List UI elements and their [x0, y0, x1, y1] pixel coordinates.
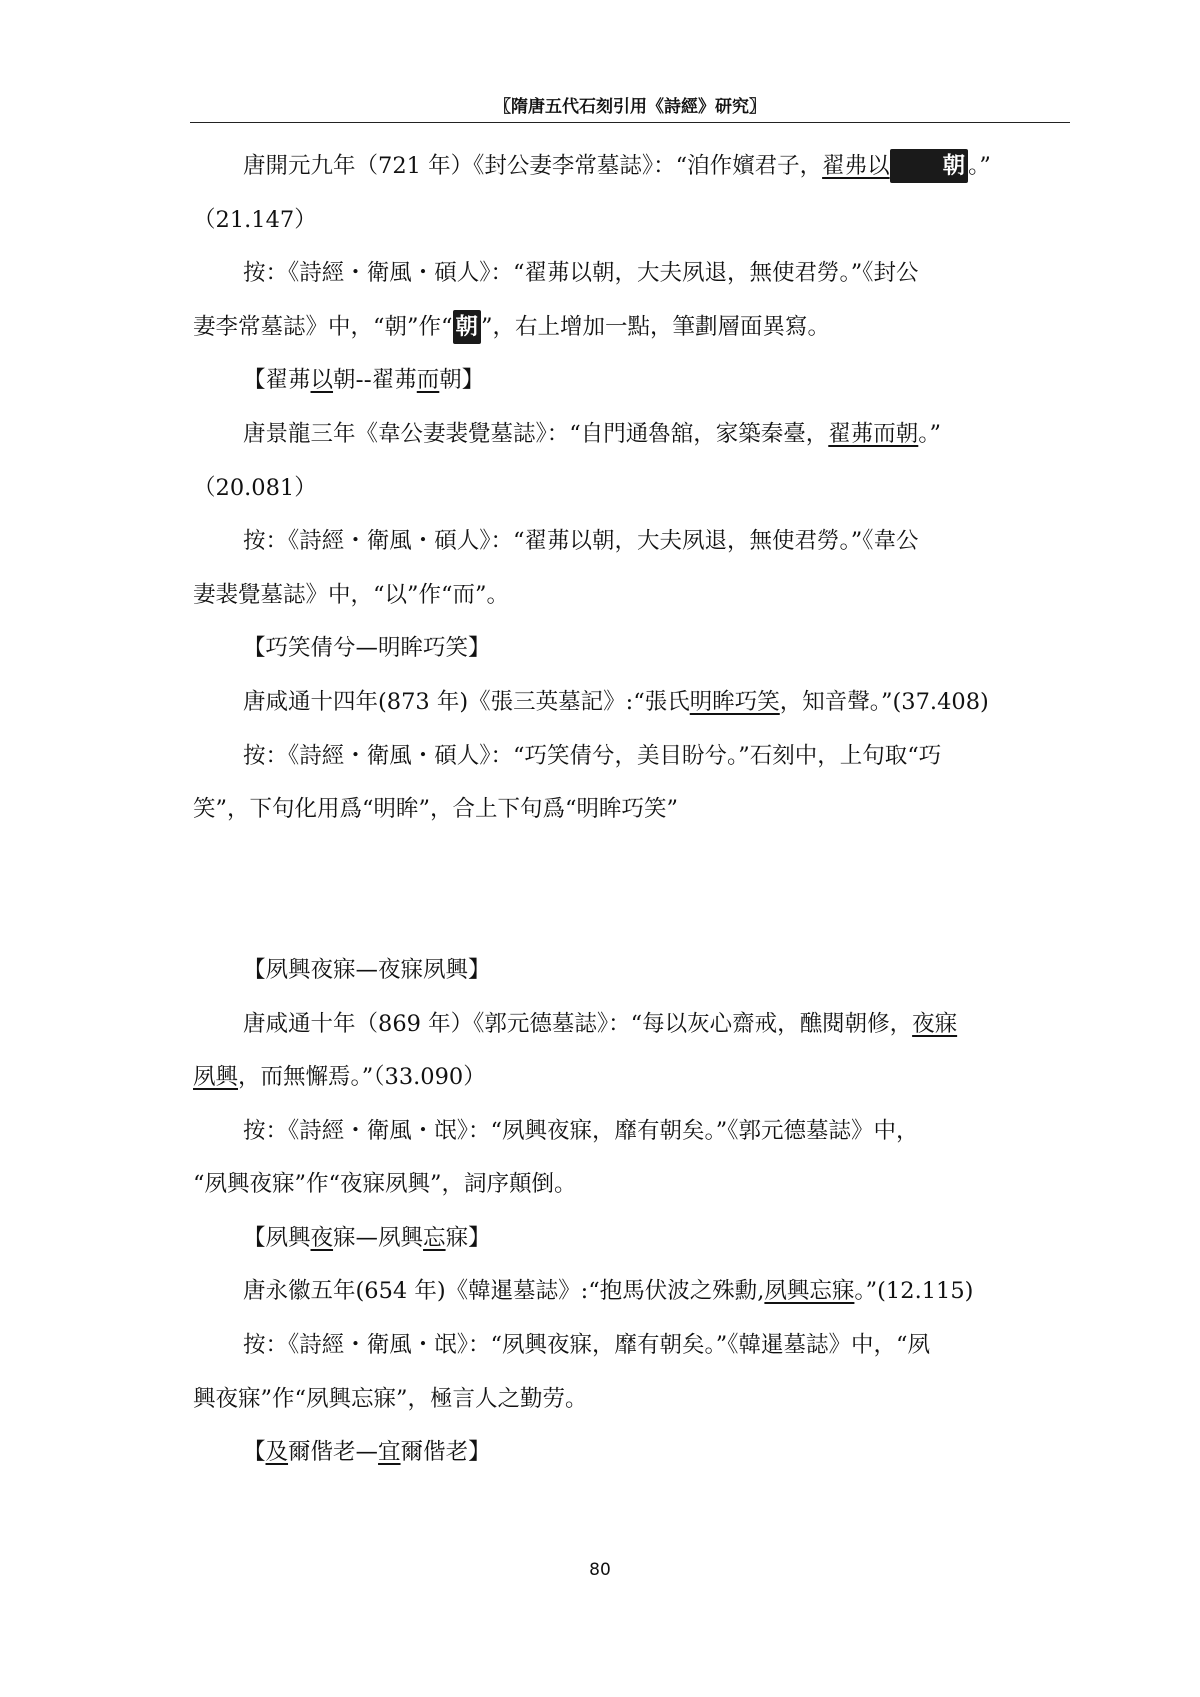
text: ”，右上增加一點，筆劃層面異寫。	[481, 313, 831, 340]
text: 按：《詩經・衛風・碩人》：“巧笑倩兮，美目盼兮。”石刻中，上句取“巧	[243, 742, 942, 769]
text: 【翟茀	[243, 367, 311, 394]
underlined-phrase: 明眸巧笑	[689, 688, 780, 715]
text: 寐】	[445, 1224, 491, 1251]
entry-heading-4	[193, 1212, 1063, 1266]
paragraph-note-3-cont	[193, 783, 1063, 837]
paragraph-citation-5	[193, 1265, 1063, 1319]
text: 唐咸通十年（869 年）《郭元德墓誌》：“每以灰心齋戒，醮閱朝修，	[243, 1010, 913, 1037]
paragraph-note-2-cont	[193, 569, 1063, 623]
entry-heading-5	[193, 1426, 1063, 1480]
underlined-phrase: 夙興	[193, 1064, 239, 1091]
paragraph-citation-4	[193, 998, 1063, 1052]
underlined-phrase: 夙興忘寐	[764, 1278, 855, 1305]
underlined-phrase: 翟茀而朝	[828, 420, 919, 447]
text: 朝】	[439, 367, 485, 394]
text: ，而無懈焉。”（33.090）	[238, 1064, 486, 1091]
text: 唐景龍三年《韋公妻裴覺墓誌》：“自門通魯舘，家築秦臺，	[243, 420, 829, 447]
entry-heading-1	[193, 354, 1063, 408]
text: 唐咸通十四年(873 年)《張三英墓記》:“張氏	[243, 688, 690, 715]
running-header: 〖隋唐五代石刻引用《詩經》研究〗	[494, 97, 766, 117]
text: 按：《詩經・衛風・氓》：“夙興夜寐，靡有朝矣。”《郭元德墓誌》中，	[243, 1117, 919, 1144]
paragraph-citation-1	[193, 140, 1063, 194]
paragraph-citation-3	[193, 676, 1063, 730]
text: 妻裴覺墓誌》中，“以”作“而”。	[193, 581, 510, 608]
text: 。”	[968, 153, 991, 179]
underlined-char: 以	[310, 367, 334, 394]
text: 唐永徽五年(654 年)《韓暹墓誌》:“抱馬伏波之殊勳,	[243, 1278, 765, 1305]
paragraph-note-2	[193, 515, 1063, 569]
paragraph-citation-2-ref	[193, 462, 1063, 516]
text: 。”(12.115)	[854, 1278, 974, 1305]
text: 按：《詩經・衛風・氓》：“夙興夜寐，靡有朝矣。”《韓暹墓誌》中，“夙	[243, 1332, 931, 1359]
paragraph-citation-4-cont	[193, 1051, 1063, 1105]
paragraph-note-1-cont	[193, 301, 1063, 355]
text: 【夙興	[243, 1224, 311, 1251]
paragraph-citation-1-ref	[193, 194, 1063, 248]
underlined-char: 及	[265, 1439, 289, 1466]
text: 爾偕老—	[288, 1439, 379, 1466]
text: 妻李常墓誌》中，“朝”作“	[193, 313, 453, 340]
paragraph-note-5-cont	[193, 1373, 1063, 1427]
underlined-char: 夜	[310, 1224, 334, 1251]
header-rule	[190, 122, 1070, 123]
text: 【巧笑倩兮—明眸巧笑】	[243, 635, 491, 662]
text: “夙興夜寐”作“夜寐夙興”，詞序顛倒。	[193, 1171, 577, 1198]
underlined-char: 忘	[423, 1224, 446, 1251]
page-number: 80	[589, 1560, 611, 1580]
text: 爾偕老】	[400, 1439, 491, 1466]
text: 興夜寐”作“夙興忘寐”，極言人之勤劳。	[193, 1385, 588, 1412]
text: （21.147）	[193, 206, 317, 233]
paragraph-note-4-cont	[193, 1158, 1063, 1212]
character-image-chao: 朝	[453, 310, 482, 344]
underlined-phrase: 夜寐	[912, 1010, 958, 1037]
paragraph-note-3	[193, 730, 1063, 784]
entry-heading-2	[193, 622, 1063, 676]
text: 笑”，下句化用爲“明眸”，合上下句爲“明眸巧笑”	[193, 796, 679, 823]
text: ，知音聲。”(37.408)	[779, 688, 989, 715]
text: 按：《詩經・衛風・碩人》：“翟茀以朝，大夫夙退，無使君勞。”《韋公	[243, 528, 919, 555]
text: 【	[243, 1439, 266, 1466]
text: 唐開元九年（721 年）《封公妻李常墓誌》：“洎作嬪君子，	[243, 153, 823, 179]
paragraph-note-1	[193, 247, 1063, 301]
text: 寐—夙興	[333, 1224, 424, 1251]
paragraph-note-5	[193, 1319, 1063, 1373]
text: 按：《詩經・衛風・碩人》：“翟茀以朝，大夫夙退，無使君勞。”《封公	[243, 260, 919, 287]
spacer	[193, 837, 1063, 891]
character-image-chao: 朝	[890, 149, 969, 183]
entry-heading-3	[193, 944, 1063, 998]
text: （20.081）	[193, 474, 317, 501]
text: 【夙興夜寐—夜寐夙興】	[243, 956, 491, 983]
underlined-char: 宜	[378, 1439, 401, 1466]
text: 。”	[918, 420, 942, 447]
paragraph-citation-2	[193, 408, 1063, 462]
paragraph-note-4	[193, 1105, 1063, 1159]
underlined-phrase: 翟弗以	[822, 153, 890, 179]
text: 朝--翟茀	[333, 367, 417, 394]
page-body	[193, 140, 1063, 1480]
spacer	[193, 890, 1063, 944]
underlined-char: 而	[416, 367, 440, 394]
